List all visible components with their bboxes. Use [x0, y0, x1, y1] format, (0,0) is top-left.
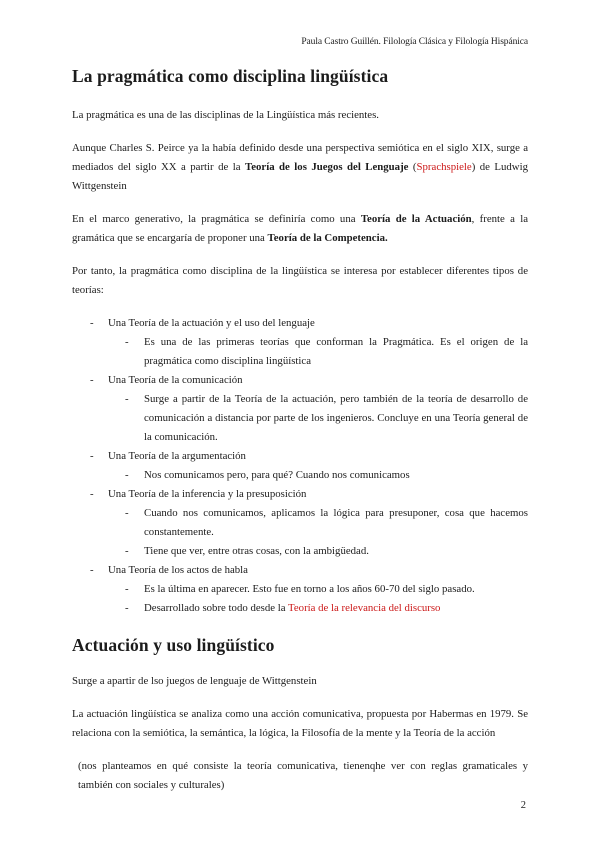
text: En el marco generativo, la pragmática se definiría como una — [72, 213, 361, 225]
page-header: Paula Castro Guillén. Filología Clásica y Filología Hispánica — [301, 37, 528, 47]
list-item-label: Una Teoría de la argumentación — [108, 450, 246, 462]
bold-term: Teoría de la Competencia. — [267, 232, 388, 244]
sub-list-item: - Surge a partir de la Teoría de la actuación, pero también de la teoría de desarrollo de comunicación a distancia por parte de los ingenieros. Concluye en una Teoría general de la comunicación. — [108, 390, 528, 447]
text: ) de Ludwig Wittgenstein — [72, 161, 528, 192]
sub-list-item: - Tiene que ver, entre otras cosas, con la ambigüedad. — [108, 542, 528, 561]
text: , frente a la gramática que se encargaría de proponer una — [72, 213, 528, 244]
list-item — [72, 447, 528, 485]
list-item — [72, 485, 528, 561]
list-item-label: Una Teoría de la inferencia y la presuposición — [108, 488, 307, 500]
list-item-label: Una Teoría de los actos de habla — [108, 564, 248, 576]
page-title: La pragmática como disciplina lingüística — [72, 66, 389, 86]
paragraph-note: (nos planteamos en qué consiste la teoría comunicativa, tienenqhe ver con reglas gramaticales y también con sociales y culturales) — [78, 760, 528, 791]
text: Desarrollado sobre todo desde la — [144, 602, 289, 614]
sub-list-item: - Es la última en aparecer. Esto fue en torno a los años 60-70 del siglo pasado. — [108, 580, 528, 599]
list-item-label: Una Teoría de la comunicación — [108, 374, 243, 386]
sub-list-item: - Nos comunicamos pero, para qué? Cuando nos comunicamos — [108, 466, 528, 485]
list-item — [72, 561, 528, 618]
theories-list — [72, 314, 528, 618]
bold-term: Teoría de la Actuación — [360, 213, 472, 225]
sub-list-item: - Cuando nos comunicamos, aplicamos la lógica para presuponer, cosa que hacemos constantemente. — [108, 504, 528, 542]
bold-term: Teoría de los Juegos del Lenguaje — [245, 161, 409, 173]
document-body — [72, 66, 528, 809]
sub-list — [108, 580, 528, 618]
list-item — [72, 371, 528, 447]
paragraph-habermas: La actuación lingüística se analiza como una acción comunicativa, propuesta por Habermas en 1979. Se relaciona con la semiótica, la semántica, la lógica, la Filosofía de la mente y la Teoría de la acción — [72, 708, 528, 739]
text: ( — [408, 161, 417, 173]
section-title: Actuación y uso lingüístico — [72, 635, 275, 655]
sub-list — [108, 390, 528, 447]
page-number: 2 — [520, 800, 526, 811]
list-item-label: Una Teoría de la actuación y el uso del lenguaje — [108, 317, 315, 329]
sub-list-item: - Es una de las primeras teorías que conforman la Pragmática. Es el origen de la pragmática como disciplina lingüística — [108, 333, 528, 371]
paragraph-wittgenstein: Surge a apartir de lso juegos de lenguaje de Wittgenstein — [72, 675, 317, 687]
sub-list-item — [108, 599, 528, 618]
red-term: Teoría de la relevancia del discurso — [288, 602, 441, 614]
list-item — [72, 314, 528, 371]
paragraph-generative — [72, 210, 528, 248]
paragraph-origin — [72, 139, 528, 196]
sub-list — [108, 466, 528, 485]
text: Aunque Charles S. Peirce ya la había definido desde una perspectiva semiótica en el siglo XIX, surge a mediados del siglo XX a partir de la — [72, 142, 528, 173]
paragraph-theories-intro: Por tanto, la pragmática como disciplina de la lingüística se interesa por establecer diferentes tipos de teorías: — [72, 265, 528, 296]
red-term: Sprachspiele — [416, 161, 472, 173]
sub-list — [108, 333, 528, 371]
paragraph-intro: La pragmática es una de las disciplinas de la Lingüística más recientes. — [72, 109, 379, 121]
sub-list — [108, 504, 528, 561]
